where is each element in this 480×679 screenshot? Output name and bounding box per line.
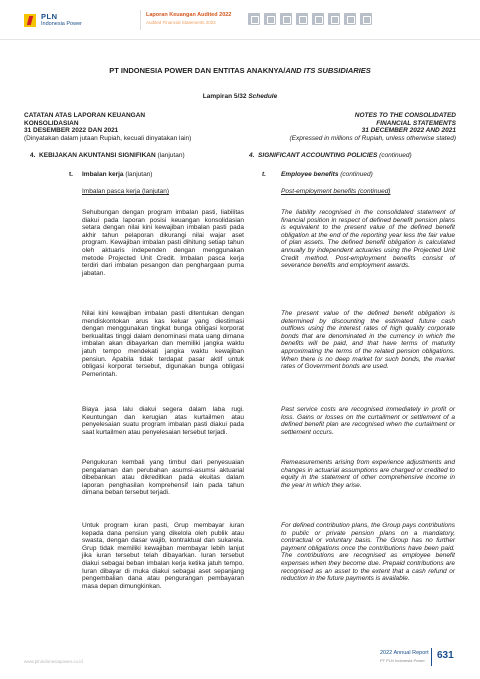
section-heading-right: [249, 152, 412, 159]
report-title: Laporan Keuangan Audited 2022: [146, 12, 232, 18]
subsection-heading-left: [82, 171, 152, 178]
next-page-icon[interactable]: [296, 13, 308, 25]
right-header-line1: NOTES TO THE CONSOLIDATED: [354, 112, 456, 119]
paragraph-right-5: For defined contribution plans, the Group pays contributions to public or private pension plans on a mandatory, contractual or voluntary basis. The Group has no further payment obligations once the contributions have been paid. The contributions are recognised as employee benefit expenses when they become due. Prepaid contributions are recognised as an asset to the extent that a cash refund or reduction in the future payments is available.: [281, 522, 455, 583]
top-header-bar: [0, 0, 480, 40]
grid-icon[interactable]: [360, 13, 372, 25]
left-header-line1: CATATAN ATAS LAPORAN KEUANGAN: [24, 112, 146, 119]
left-header-block: [24, 112, 191, 142]
search-icon[interactable]: [312, 13, 324, 25]
underline-heading-left: Imbalan pasca kerja (lanjutan): [82, 188, 170, 195]
previous-page-icon[interactable]: [280, 13, 292, 25]
paragraph-left-1: Sehubungan dengan program imbalan pasti, liabilitas diakui pada laporan posisi keuangan konsolidasian setara dengan nilai kini kewajiban imbalan pasti pada akhir tahun pelaporan dikurangi nilai wajar aset program. Kewajiban imbalan pasti dihitung setiap tahun oleh aktuaris independen dengan menggunakan metode Projected Unit Credit. Imbalan pasca kerja terdiri dari imbalan pesangon dan penghargaan purna jabatan.: [82, 209, 244, 277]
header-divider: [140, 10, 141, 30]
right-header-block: [289, 112, 456, 142]
footer-company: PT PLN Indonesia Power: [380, 658, 425, 663]
schedule-label: [0, 93, 480, 100]
subsection-letter-left: t.: [69, 171, 73, 178]
footer-url[interactable]: www.plnindonesiapower.co.id: [24, 659, 83, 664]
section-cont-right: (continued): [377, 152, 412, 159]
title-italic: AND ITS SUBSIDIARIES: [285, 66, 371, 75]
brand-name: PLN: [41, 12, 58, 21]
footer-annual-report: 2022 Annual Report: [380, 650, 429, 656]
section-number-left: 4.: [30, 152, 36, 159]
right-header-line3: 31 DECEMBER 2022 AND 2021: [361, 127, 456, 135]
subsection-cont-right: (continued): [338, 171, 373, 178]
pln-logo-icon: [24, 14, 36, 27]
paragraph-left-4: Pengukuran kembali yang timbul dari penyesuaian pengalaman dan perubahan asumsi-asumsi aktuarial dibebankan atau dikreditkan pada ekuitas dalam laporan penghasilan komprehensif lain pada tahun dimana beban tersebut terjadi.: [82, 459, 244, 497]
left-header-line4: (Dinyatakan dalam jutaan Rupiah, kecuali dinyatakan lain): [24, 134, 192, 142]
section-title-right: SIGNIFICANT ACCOUNTING POLICIES: [258, 152, 378, 159]
left-header-line2: KONSOLIDASIAN: [24, 119, 79, 127]
share-icon[interactable]: [344, 13, 356, 25]
home-icon[interactable]: [248, 13, 260, 25]
paragraph-left-5: Untuk program iuran pasti, Grup membayar iuran kepada dana pensiun yang dikelola oleh publik atau swasta, dengan dasar wajib, kontraktual dan sukarela. Grup tidak memiliki kewajiban membayar lebih lanjut jika iuran tersebut telah dibayarkan. Iuran tersebut diakui sebagai beban imbalan kerja ketika jatuh tempo. Iuran dibayar di muka diakui sebagai aset sepanjang pengembalian dana atau pengurangan pembayaran masa depan dimungkinkan.: [82, 522, 244, 590]
paragraph-right-1: The liability recognised in the consolidated statement of financial position in respect of defined benefit pension plans is equivalent to the present value of the defined benefit obligation at the end of the reporting year less the fair value of plan assets. The defined benefit obligation is calculated annually by independent actuaries using the Projected Unit Credit method. Post-employment benefits consist of severance benefits and employment awards.: [281, 209, 455, 270]
nav-icons: [248, 13, 372, 25]
paragraph-left-2: Nilai kini kewajiban imbalan pasti ditentukan dengan mendiskontokan arus kas keluar yang diestimasi dengan menggunakan tingkat bunga obligasi korporat berkualitas tinggi dalam denominasi mata uang dimana imbalan akan dibayarkan dan memiliki jangka waktu jatuh tempo mendekati jangka waktu kewajiban pensiun. Apabila tidak terdapat pasar aktif untuk obligasi korporat tersebut, digunakan bunga obligasi Pemerintah.: [82, 310, 244, 378]
right-header-line4: (Expressed in millions of Rupiah, unless otherwise stated): [289, 134, 456, 142]
print-icon[interactable]: [328, 13, 340, 25]
brand-subtitle: Indonesia Power: [41, 21, 82, 27]
document-title: [0, 66, 480, 75]
paragraph-right-4: Remeasurements arising from experience adjustments and changes in actuarial assumptions are charged or credited to equity in the statement of other comprehensive income in the year in which they arise.: [281, 459, 455, 489]
section-cont-left: (lanjutan): [155, 152, 185, 159]
footer-divider: [431, 648, 432, 666]
schedule-italic: Schedule: [248, 93, 278, 100]
paragraph-right-2: The present value of the defined benefit obligation is determined by discounting the estimated future cash outflows using the interest rates of high quality corporate bonds that are denominated in the currency in which the benefits will be paid, and that have terms of maturity approximating the terms of the related pension obligations. When there is no deep market for such bonds, the market rates of Government bonds are used.: [281, 310, 455, 371]
contents-icon[interactable]: [264, 13, 276, 25]
section-number-right: 4.: [249, 152, 255, 159]
section-heading-left: [30, 152, 185, 159]
subsection-letter-right: t.: [262, 171, 266, 178]
page-number: 631: [437, 650, 454, 661]
paragraph-left-3: Biaya jasa lalu diakui segera dalam laba rugi. Keuntungan dan kerugian atas kurtailmen atau penyelesaian suatu program imbalan pasti diakui pada saat kurtailmen atau penyelesaian tersebut terjadi.: [82, 406, 244, 436]
left-header-line3: 31 DESEMBER 2022 DAN 2021: [24, 127, 119, 135]
subsection-title-left: Imbalan kerja: [82, 171, 124, 178]
subsection-title-right: Employee benefits: [281, 171, 339, 178]
title-main: PT INDONESIA POWER DAN ENTITAS ANAKNYA/: [109, 66, 286, 75]
paragraph-right-3: Past service costs are recognised immediately in profit or loss. Gains or losses on the curtailment or settlement of a defined benefit plan are recognised when the curtailment or settlement occurs.: [281, 406, 455, 436]
underline-heading-right: Post-employment benefits (continued): [281, 188, 391, 195]
schedule-prefix: Lampiran 5/32: [202, 93, 249, 100]
subsection-heading-right: [281, 171, 373, 178]
right-header-line2: FINANCIAL STATEMENTS: [376, 119, 456, 127]
subsection-cont-left: (lanjutan): [123, 171, 153, 178]
section-title-left: KEBIJAKAN AKUNTANSI SIGNIFIKAN: [39, 152, 156, 159]
report-subtitle: Audited Financial Statements 2022: [146, 20, 216, 25]
